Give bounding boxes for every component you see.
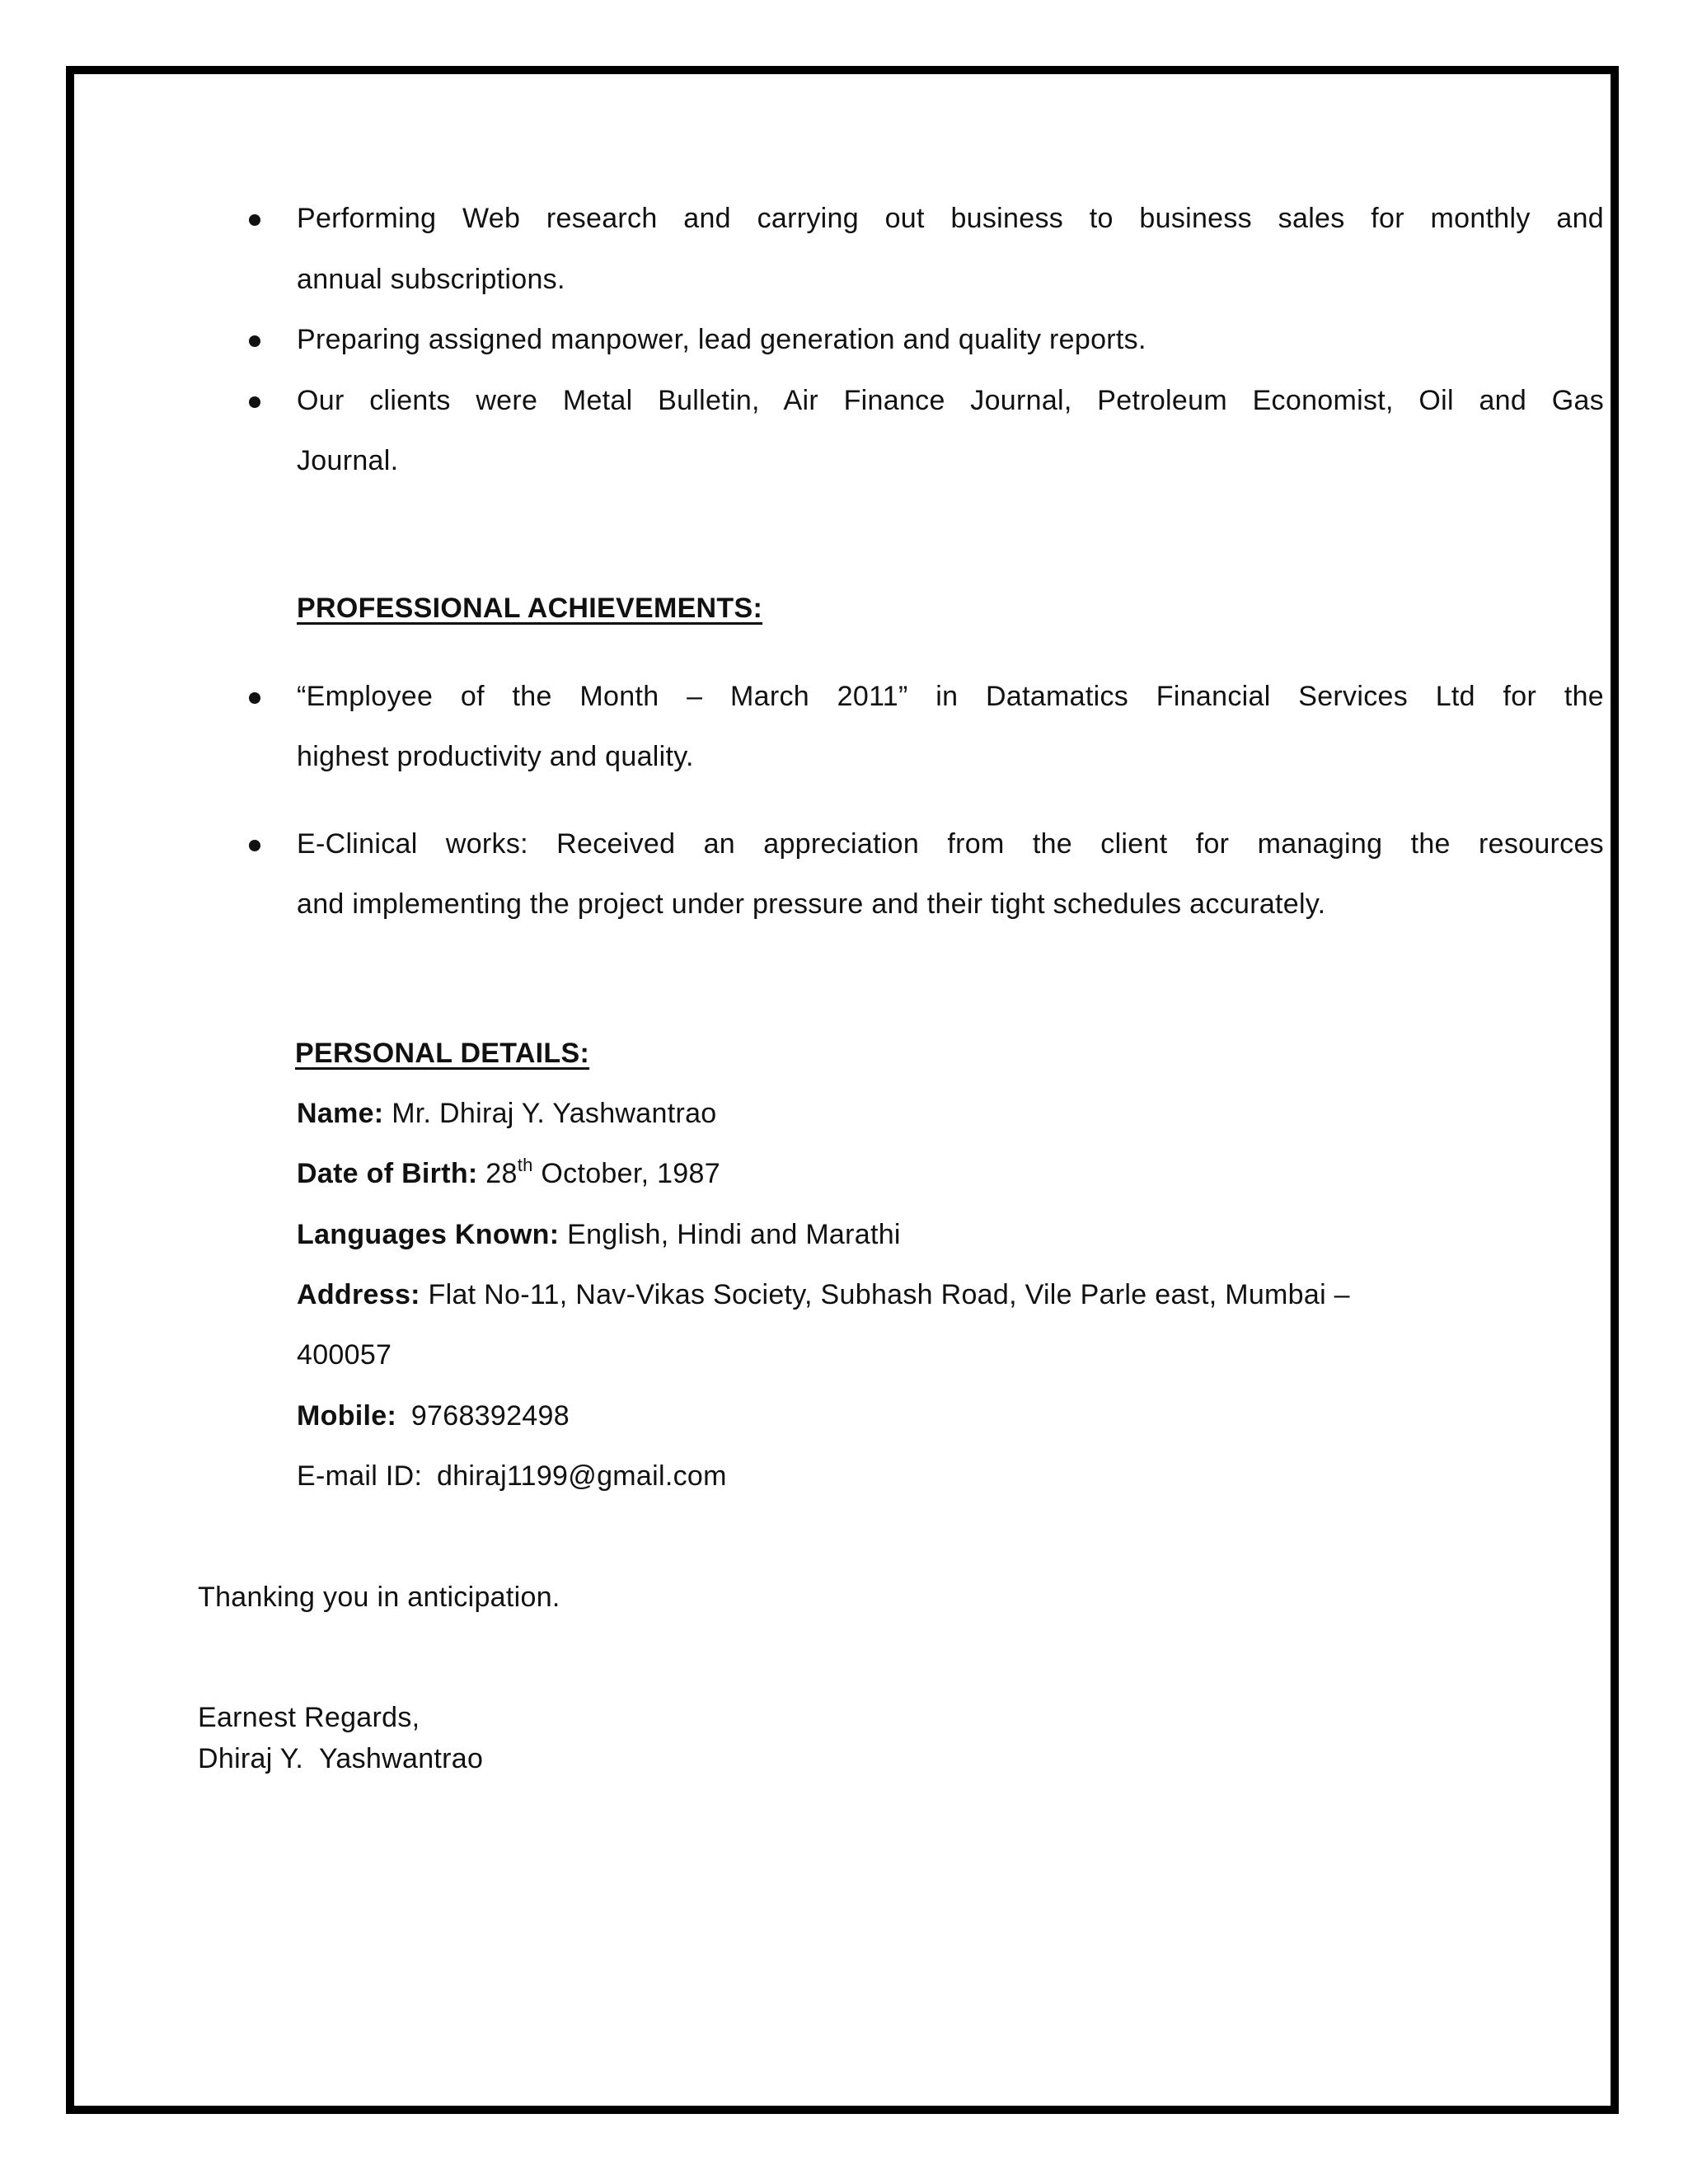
bullet-icon bbox=[249, 335, 260, 347]
responsibility-item-3-line2: Journal. bbox=[297, 445, 399, 476]
mobile-value: 9768392498 bbox=[410, 1400, 570, 1432]
address-line2: 400057 bbox=[297, 1339, 392, 1371]
bullet-icon bbox=[249, 692, 260, 704]
closing-signature: Dhiraj Y. Yashwantrao bbox=[198, 1743, 484, 1774]
achievement-item-2-line2: and implementing the project under pressure and their tight schedules accurately. bbox=[297, 888, 1326, 920]
name-row bbox=[297, 1095, 717, 1132]
personal-heading: PERSONAL DETAILS: bbox=[295, 1038, 590, 1069]
achievement-item-2-line1: E-Clinical works: Received an appreciation from the client for managing the resources bbox=[297, 828, 1604, 860]
mobile-row bbox=[297, 1398, 570, 1434]
closing-thanks: Thanking you in anticipation. bbox=[198, 1582, 560, 1613]
languages-value: English, Hindi and Marathi bbox=[567, 1219, 901, 1250]
dob-day: 28 bbox=[485, 1158, 518, 1189]
name-label: Name: bbox=[297, 1098, 384, 1129]
dob-rest: October, 1987 bbox=[541, 1158, 720, 1189]
name-value: Mr. Dhiraj Y. Yashwantrao bbox=[392, 1098, 717, 1129]
dob-row bbox=[297, 1155, 720, 1192]
email-row bbox=[297, 1458, 727, 1494]
bullet-icon bbox=[249, 214, 260, 226]
email-value: dhiraj1199@gmail.com bbox=[436, 1460, 727, 1492]
mobile-label: Mobile: bbox=[297, 1400, 397, 1432]
address-row bbox=[297, 1277, 1350, 1313]
email-label: E-mail ID: bbox=[297, 1460, 423, 1492]
achievement-item-1-line1: “Employee of the Month – March 2011” in Datamatics Financial Services Ltd for the bbox=[297, 681, 1604, 712]
responsibility-item-1-line1: Performing Web research and carrying out business to business sales for monthly and bbox=[297, 203, 1604, 234]
bullet-icon bbox=[249, 840, 260, 851]
dob-label: Date of Birth: bbox=[297, 1158, 478, 1189]
closing-regards: Earnest Regards, bbox=[198, 1702, 420, 1733]
dob-suffix: th bbox=[517, 1155, 533, 1175]
responsibility-item-1-line2: annual subscriptions. bbox=[297, 264, 565, 295]
address-label: Address: bbox=[297, 1279, 420, 1310]
achievement-item-1-line2: highest productivity and quality. bbox=[297, 741, 694, 772]
languages-label: Languages Known: bbox=[297, 1219, 560, 1250]
responsibility-item-2-line1: Preparing assigned manpower, lead generation and quality reports. bbox=[297, 324, 1146, 355]
responsibility-item-3-line1: Our clients were Metal Bulletin, Air Finance Journal, Petroleum Economist, Oil and Gas bbox=[297, 385, 1604, 416]
address-line1: Flat No-11, Nav-Vikas Society, Subhash Road, Vile Parle east, Mumbai – bbox=[428, 1279, 1350, 1310]
bullet-icon bbox=[249, 396, 260, 408]
languages-row bbox=[297, 1216, 901, 1253]
achievements-heading: PROFESSIONAL ACHIEVEMENTS: bbox=[297, 593, 763, 624]
